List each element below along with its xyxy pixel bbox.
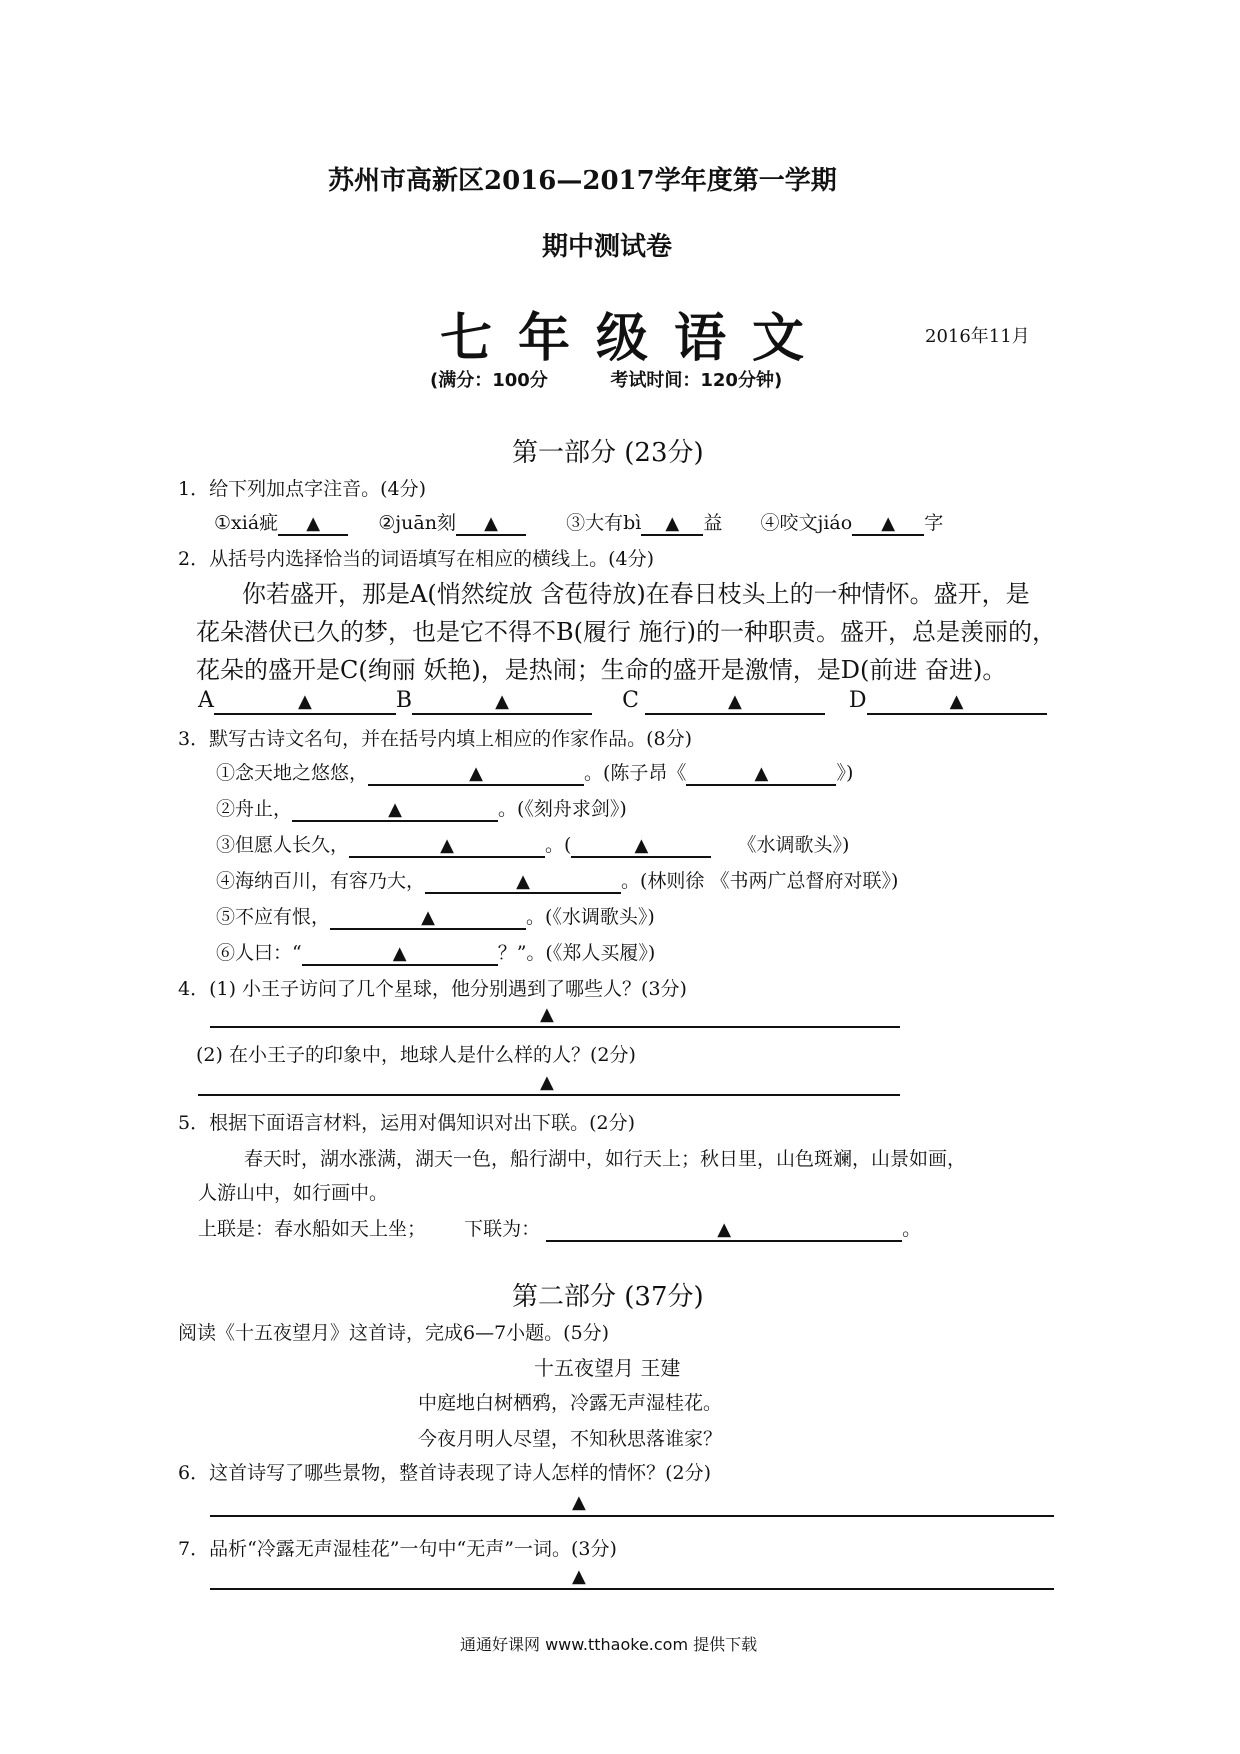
q3-blank-3-author[interactable] <box>571 834 711 858</box>
q3-blank-1[interactable] <box>368 762 584 786</box>
q1-items <box>214 508 943 536</box>
q5-material-line1: 春天时，湖水涨满，湖天一色，船行湖中，如行天上；秋日里，山色斑斓，山景如画， <box>244 1148 967 1170</box>
q3-blank-1-work[interactable] <box>686 762 836 786</box>
exam-time: 考试时间：120分钟) <box>610 370 783 391</box>
q3-line3 <box>216 830 849 858</box>
q1-item-4-tail: 字 <box>924 512 944 534</box>
q2-blank-c[interactable] <box>645 688 825 715</box>
q4-answer-line-2[interactable] <box>198 1094 900 1096</box>
answer-marker: ▲ <box>421 907 435 928</box>
q2-para-line2: 花朵潜伏已久的梦，也是它不得不B(履行 施行)的一种职责。盛开，总是羡丽的， <box>196 618 1056 646</box>
answer-marker: ▲ <box>754 763 769 784</box>
q5-couplet <box>198 1214 921 1242</box>
q1-blank-4[interactable] <box>852 512 924 536</box>
exam-title-line2: 期中测试卷 <box>542 232 673 262</box>
answer-marker: ▲ <box>440 835 454 856</box>
q3-blank-6[interactable] <box>302 942 498 966</box>
answer-marker: ▲ <box>495 691 509 712</box>
q3-line1 <box>216 758 853 786</box>
q5-text: 5．根据下面语言材料，运用对偶知识对出下联。(2分) <box>178 1112 636 1134</box>
q1-item-2: ②juān刻 <box>378 512 456 534</box>
answer-marker: ▲ <box>469 763 483 784</box>
q2-blanks <box>198 688 1047 715</box>
q5-answer-blank[interactable] <box>546 1218 902 1242</box>
poem-title: 十五夜望月 王建 <box>534 1356 681 1380</box>
q1-blank-2[interactable] <box>456 512 526 536</box>
q3-line5-prefix: ⑤不应有恨， <box>216 906 331 928</box>
q3-line6-prefix: ⑥人曰：“ <box>216 942 302 964</box>
q2-text: 2．从括号内选择恰当的词语填写在相应的横线上。(4分) <box>178 548 655 570</box>
q1-item-4: ④咬文jiáo <box>760 512 853 534</box>
q7-answer-line[interactable] <box>210 1588 1054 1590</box>
q3-line1-prefix: ①念天地之悠悠， <box>216 762 369 784</box>
q3-line1-end: 》) <box>836 762 854 784</box>
q5-material-line2: 人游山中，如行画中。 <box>198 1182 389 1204</box>
part2-intro: 阅读《十五夜望月》这首诗，完成6—7小题。(5分) <box>178 1322 610 1344</box>
q3-line4-source: 。(林则徐 《书两广总督府对联》) <box>621 870 899 892</box>
q4-text-1: 4．(1) 小王子访问了几个星球，他分别遇到了哪些人？(3分) <box>178 978 687 1000</box>
answer-marker: ▲ <box>634 835 649 856</box>
answer-marker: ▲ <box>881 513 896 534</box>
q3-line6-source: ？”。(《郑人买履》) <box>497 942 656 964</box>
q2-blank-d[interactable] <box>867 688 1047 715</box>
q3-line6 <box>216 938 655 966</box>
exam-date: 2016年11月 <box>925 326 1030 347</box>
q2-blank-a[interactable] <box>214 688 396 715</box>
poem-line-2: 今夜月明人尽望，不知秋思落谁家？ <box>418 1428 723 1450</box>
answer-marker: ▲ <box>540 1072 554 1093</box>
part2-heading: 第二部分 (37分) <box>512 1282 704 1312</box>
answer-marker: ▲ <box>297 691 312 712</box>
answer-marker: ▲ <box>388 799 402 820</box>
answer-marker: ▲ <box>572 1492 586 1513</box>
q3-blank-3[interactable] <box>349 834 545 858</box>
answer-marker: ▲ <box>392 943 407 964</box>
q1-item-3: ③大有bì <box>566 512 642 534</box>
answer-marker: ▲ <box>516 871 530 892</box>
q5-end: 。 <box>902 1218 922 1240</box>
q1-blank-3[interactable] <box>641 512 703 536</box>
q1-blank-1[interactable] <box>278 512 348 536</box>
answer-marker: ▲ <box>484 513 498 534</box>
q3-line3-end: 《水调歌头》) <box>737 834 850 856</box>
q3-text: 3．默写古诗文名句，并在括号内填上相应的作家作品。(8分) <box>178 728 693 750</box>
q3-line3-source: 。( <box>545 834 572 856</box>
q3-line2-prefix: ②舟止， <box>216 798 293 820</box>
q3-line4-prefix: ④海纳百川，有容乃大， <box>216 870 426 892</box>
q3-line3-prefix: ③但愿人长久， <box>216 834 350 856</box>
answer-marker: ▲ <box>949 691 964 712</box>
q1-text: 1．给下列加点字注音。(4分) <box>178 478 427 500</box>
q6-text: 6．这首诗写了哪些景物，整首诗表现了诗人怎样的情怀？(2分) <box>178 1462 712 1484</box>
part1-heading: 第一部分 (23分) <box>512 438 704 468</box>
q3-line5-source: 。(《水调歌头》) <box>526 906 655 928</box>
answer-marker: ▲ <box>572 1566 586 1587</box>
q3-line5 <box>216 902 655 930</box>
main-title: 七年级语文 <box>440 308 831 369</box>
q2-para-line1: 你若盛开，那是A(悄然绽放 含苞待放)在春日枝头上的一种情怀。盛开，是 <box>242 580 1030 608</box>
q5-lower-label: 下联为： <box>464 1218 541 1240</box>
q2-label-d: D <box>848 688 867 713</box>
q3-line4 <box>216 866 898 894</box>
q2-label-a: A <box>198 688 214 713</box>
q3-blank-2[interactable] <box>292 798 498 822</box>
poem-line-1: 中庭地白树栖鸦，冷露无声湿桂花。 <box>418 1392 723 1414</box>
q4-text-2: (2) 在小王子的印象中，地球人是什么样的人？(2分) <box>196 1044 636 1066</box>
q3-blank-5[interactable] <box>330 906 526 930</box>
q2-blank-b[interactable] <box>412 688 592 715</box>
q1-item-3-tail: 益 <box>703 512 723 534</box>
score-info <box>430 366 782 392</box>
q3-line2 <box>216 794 627 822</box>
answer-marker: ▲ <box>665 513 680 534</box>
q5-upper-couplet: 上联是：春水船如天上坐； <box>198 1218 427 1240</box>
answer-marker: ▲ <box>717 1219 732 1240</box>
answer-marker: ▲ <box>727 691 742 712</box>
footer-text: 通通好课网 www.tthaoke.com 提供下载 <box>460 1635 758 1654</box>
answer-marker: ▲ <box>540 1004 554 1025</box>
q1-item-1: ①xiá疵 <box>214 512 279 534</box>
full-score: (满分：100分 <box>430 370 548 391</box>
exam-title-line1: 苏州市高新区2016—2017学年度第一学期 <box>328 166 837 196</box>
q2-para-line3: 花朵的盛开是C(绚丽 妖艳)，是热闹；生命的盛开是激情，是D(前进 奋进)。 <box>196 656 1007 684</box>
q3-blank-4[interactable] <box>425 870 621 894</box>
q2-label-c: C <box>622 688 639 713</box>
answer-marker: ▲ <box>306 513 321 534</box>
q3-line1-source: 。(陈子昂《 <box>584 762 687 784</box>
q3-line2-source: 。(《刻舟求剑》) <box>498 798 627 820</box>
q4-answer-line-1[interactable] <box>210 1026 900 1028</box>
q7-text: 7．品析“冷露无声湿桂花”一句中“无声”一词。(3分) <box>178 1538 617 1560</box>
q6-answer-line[interactable] <box>210 1515 1054 1517</box>
q2-label-b: B <box>395 688 413 713</box>
